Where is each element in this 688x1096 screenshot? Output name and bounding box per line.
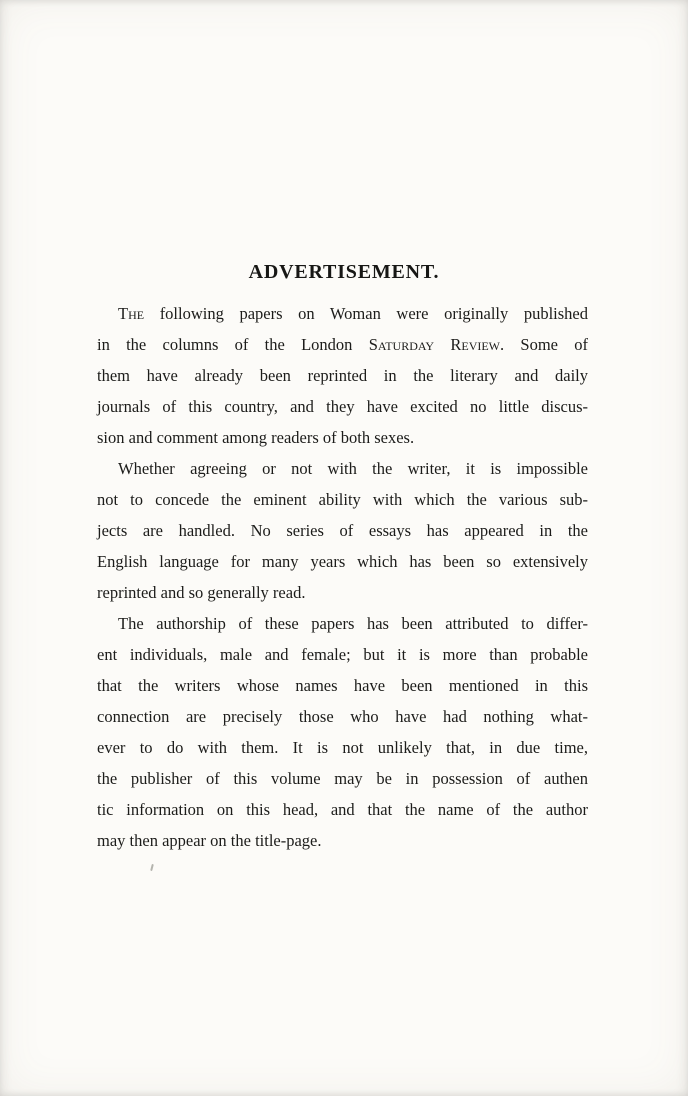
body-text: in the columns of the London	[97, 335, 369, 354]
body-text: tic information on this head, and that the name of the author	[97, 800, 588, 819]
advertisement-text	[97, 298, 588, 856]
text-line	[97, 670, 588, 701]
text-line	[97, 298, 588, 329]
body-text: that the writers whose names have been mentioned in this	[97, 676, 588, 695]
body-text: reprinted and so generally read.	[97, 583, 306, 602]
text-line	[97, 701, 588, 732]
body-text: English language for many years which has been so extensively	[97, 552, 588, 571]
body-text: journals of this country, and they have excited no little discus-	[97, 397, 588, 416]
text-line	[97, 825, 588, 856]
scan-artifact	[150, 864, 154, 871]
body-text: . Some of	[500, 335, 588, 354]
body-text: ent individuals, male and female; but it is more than probable	[97, 645, 588, 664]
text-line	[97, 763, 588, 794]
text-line	[97, 360, 588, 391]
text-line	[97, 329, 588, 360]
body-text: The authorship of these papers has been attributed to differ-	[118, 614, 588, 633]
smallcaps-text: he	[128, 304, 145, 323]
text-line	[97, 484, 588, 515]
body-text: may then appear on the title-page.	[97, 831, 322, 850]
body-text: following papers on Woman were originally published	[144, 304, 588, 323]
text-line	[97, 577, 588, 608]
body-text: Whether agreeing or not with the writer, it is impossible	[118, 459, 588, 478]
text-line	[97, 546, 588, 577]
text-line	[97, 794, 588, 825]
text-line	[97, 608, 588, 639]
body-text: them have already been reprinted in the literary and daily	[97, 366, 588, 385]
body-text: T	[118, 304, 129, 323]
text-line	[97, 422, 588, 453]
text-line	[97, 391, 588, 422]
page-heading: ADVERTISEMENT.	[248, 261, 440, 283]
body-text: connection are precisely those who have had nothing what-	[97, 707, 588, 726]
body-text: the publisher of this volume may be in possession of authen	[97, 769, 588, 788]
body-text: jects are handled. No series of essays has appeared in the	[97, 521, 588, 540]
text-line	[97, 732, 588, 763]
body-text: sion and comment among readers of both sexes.	[97, 428, 415, 447]
body-text: ever to do with them. It is not unlikely that, in due time,	[97, 738, 588, 757]
text-line	[97, 639, 588, 670]
text-line	[97, 453, 588, 484]
smallcaps-text: Saturday Review	[368, 335, 501, 354]
text-line	[97, 515, 588, 546]
body-text: not to concede the eminent ability with which the various sub-	[97, 490, 588, 509]
